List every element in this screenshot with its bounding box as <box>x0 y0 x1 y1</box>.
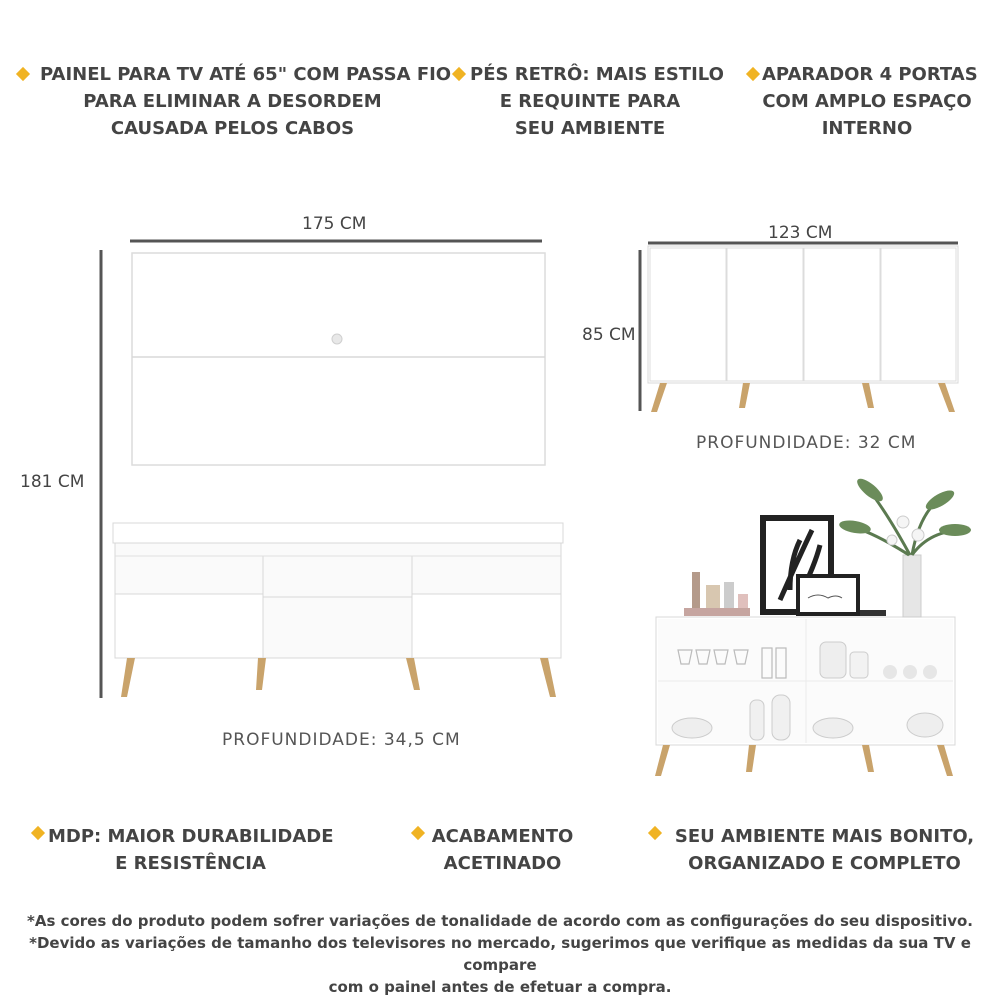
feature-line: PAINEL PARA TV ATÉ 65" COM PASSA FIO <box>40 64 452 85</box>
feature-line: PÉS RETRÔ: MAIS ESTILO <box>470 64 724 85</box>
panel-width-label: 175 CM <box>302 214 367 234</box>
feature-line: APARADOR 4 PORTAS <box>762 64 978 85</box>
tv-panel <box>132 253 545 465</box>
feature-line: SEU AMBIENTE <box>514 118 666 139</box>
feature-line: ACETINADO <box>443 853 562 874</box>
tv-rack <box>113 523 563 697</box>
feature-finish <box>425 823 580 877</box>
sideboard-width-label: 123 CM <box>768 223 833 243</box>
sideboard-decorated <box>655 475 971 776</box>
feature-line: E RESISTÊNCIA <box>115 853 266 874</box>
feature-line: SEU AMBIENTE MAIS BONITO, <box>674 826 975 847</box>
note-line: *As cores do produto podem sofrer variações de tonalidade de acordo com as configurações do seu dispositivo. <box>26 912 974 930</box>
cable-hole-icon <box>332 334 342 344</box>
note-line: com o painel antes de efetuar a compra. <box>328 978 672 996</box>
feature-environment <box>672 823 977 877</box>
disclaimer-note <box>0 910 1000 998</box>
feature-mdp <box>48 823 333 877</box>
rack-depth-label: PROFUNDIDADE: 34,5 CM <box>222 730 461 750</box>
note-line: *Devido as variações de tamanho dos televisores no mercado, sugerimos que verifique as medidas da sua TV e compare <box>29 934 971 974</box>
feature-line: INTERNO <box>821 118 913 139</box>
feature-line: CAUSADA PELOS CABOS <box>110 118 355 139</box>
feature-line: COM AMPLO ESPAÇO <box>762 91 972 112</box>
sideboard-closed <box>648 246 958 412</box>
total-height-label: 181 CM <box>20 472 85 492</box>
sideboard-depth-label: PROFUNDIDADE: 32 CM <box>696 433 917 453</box>
feature-line: MDP: MAIOR DURABILIDADE <box>48 826 334 847</box>
sideboard-height-label: 85 CM <box>582 325 636 345</box>
feature-line: ORGANIZADO E COMPLETO <box>688 853 961 874</box>
feature-line: ACABAMENTO <box>431 826 574 847</box>
feature-line: PARA ELIMINAR A DESORDEM <box>83 91 382 112</box>
feature-line: E REQUINTE PARA <box>499 91 681 112</box>
